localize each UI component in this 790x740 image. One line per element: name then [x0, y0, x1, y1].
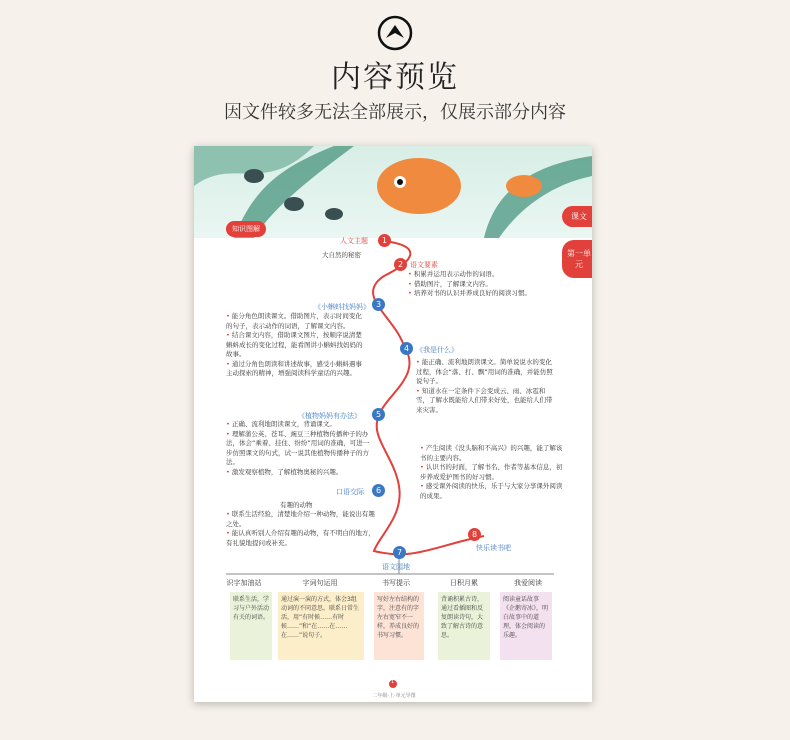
- node-title: 《我是什么》: [416, 346, 458, 354]
- node-items: [226, 312, 366, 379]
- tab-unit-one: 第一单元: [562, 240, 592, 278]
- column-head: 书写提示: [382, 579, 410, 587]
- page-footer: 二年级·上·单元导图: [372, 693, 416, 699]
- node-text: 大自然的秘密: [322, 251, 361, 259]
- node-title: 《小蝌蚪找妈妈》: [314, 303, 370, 311]
- node-item: • 知道水在一定条件下会变成云、雨、冰雹和雪，了解水既能给人们带来好处，也能给人们带来灾害。: [416, 387, 556, 416]
- node-title: 口语交际: [336, 488, 364, 496]
- page-subtitle: 因文件较多无法全部展示，仅展示部分内容: [224, 102, 566, 123]
- node-number: 4: [400, 342, 413, 355]
- node-title: 语文要素: [410, 261, 438, 269]
- node-number: 2: [394, 258, 407, 271]
- node-item: • 感受课外阅读的快乐，乐于与大家分享课外阅读的成果。: [420, 482, 565, 501]
- column-body: 联系生活，学习与户外活动有关的词语。: [230, 592, 272, 660]
- node-item: • 正确、流利地朗读课文，背诵课文。: [226, 420, 371, 430]
- node-items: [420, 444, 565, 501]
- column-head: 字词句运用: [302, 579, 338, 587]
- tab-lesson: 课文: [562, 206, 592, 227]
- node-items: [226, 420, 371, 477]
- node-text: 有趣的动物: [280, 501, 313, 509]
- node-number: 8: [468, 528, 481, 541]
- column-head: 日积月累: [450, 579, 478, 587]
- page-title: 内容预览: [331, 60, 459, 95]
- node-item: • 认识书的封面，了解书名、作者等基本信息，初步养成爱护图书的好习惯。: [420, 463, 565, 482]
- node-item: • 借助图片，了解课文内容。: [408, 280, 568, 290]
- node-item: • 能认真听别人介绍有趣的动物，有不明白的地方，有礼貌地提问或补充。: [226, 529, 376, 548]
- knowledge-banner: 知识图解: [226, 221, 266, 237]
- node-number: 7: [393, 546, 406, 559]
- node-number: 3: [372, 298, 385, 311]
- node-item: • 能分角色朗读课文。借助图片，表示时间变化的句子，表示动作的词语，了解课文内容。: [226, 312, 366, 331]
- column-body: 通过演一演的方式，体会3组动词的不同意思。联系日常生活，用“有时候……有时候……”和“在……在……在……”说句子。: [278, 592, 364, 660]
- node-item: • 结合课文内容，借助课文图片，按顺序说清楚蝌蚪成长的变化过程，能看图讲小蝌蚪找妈妈的故事。: [226, 331, 366, 360]
- column-head: 识字加油站: [226, 579, 262, 587]
- column-body: 背诵积累古诗，通过看插图和反复朗读诗句，大致了解古诗的意思。: [438, 592, 490, 660]
- document-page: [194, 146, 592, 702]
- node-items: [408, 270, 568, 299]
- node-item: • 激发观察植物，了解植物奥秘的兴趣。: [226, 468, 371, 478]
- node-item: • 通过分角色朗读和讲述故事，感受小蝌蚪遇事主动探索的精神，增强阅读科学童话的兴趣。: [226, 360, 366, 379]
- node-items: [226, 510, 376, 548]
- circled-up-arrow-icon: [376, 14, 414, 52]
- node-item: • 联系生活经验，清楚地介绍一种动物，能说出有趣之处。: [226, 510, 376, 529]
- node-title: 快乐读书吧: [476, 544, 511, 552]
- page-number: 1: [391, 679, 395, 685]
- node-items: [416, 358, 556, 415]
- node-item: • 理解蒲公英、苍耳、豌豆三种植物传播种子的办法，体会“乘着、挂住、纷纷”用词的准确，可进一步仿照课文的句式，试一说其他植物传播种子的方法。: [226, 430, 371, 468]
- node-number: 6: [372, 484, 385, 497]
- node-title: 语文园地: [382, 563, 410, 571]
- node-item: • 培养对书的认识并养成良好的阅读习惯。: [408, 289, 568, 299]
- node-item: • 能正确、流利地朗读课文。简单说说水的变化过程，体会“落、打、飘”用词的准确，并能仿照说句子。: [416, 358, 556, 387]
- column-head: 我爱阅读: [514, 579, 542, 587]
- node-item: • 积累并运用表示动作的词语。: [408, 270, 568, 280]
- node-number: 1: [378, 234, 391, 247]
- node-title: 人文主题: [340, 237, 368, 245]
- column-body: 写好左右结构的字，注意有的字左右宽窄不一样，养成良好的书写习惯。: [374, 592, 424, 660]
- node-title: 《植物妈妈有办法》: [298, 412, 361, 420]
- node-number: 5: [372, 408, 385, 421]
- node-item: • 产生阅读《没头脑和不高兴》的兴趣，能了解该书的主要内容。: [420, 444, 565, 463]
- column-body: 阅读童话故事《企鹅寄冰》，明白故事中的道理，体会阅读的乐趣。: [500, 592, 552, 660]
